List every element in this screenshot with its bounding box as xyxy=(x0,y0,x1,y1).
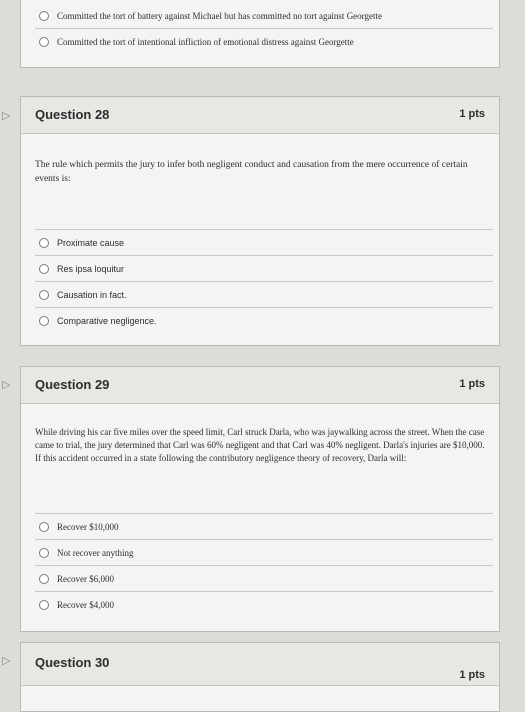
answer-option[interactable] xyxy=(35,28,493,54)
question-points: 1 pts xyxy=(459,669,485,681)
question-prompt: While driving his car five miles over the speed limit, Carl struck Darla, who was jaywalking across the street. When the case came to trial, the jury determined that Carl was 60% negligent and that Carl was 40% negligent. Darla's injuries are $10,000. If this accident occurred in a state following the contributory negligence theory of recovery, Darla will: xyxy=(35,427,485,463)
flag-icon[interactable]: ▷ xyxy=(2,378,11,391)
answer-option[interactable] xyxy=(35,565,493,591)
question-header xyxy=(21,97,499,134)
answer-list xyxy=(35,513,493,617)
flag-icon[interactable]: ▷ xyxy=(2,109,11,122)
question-points: 1 pts xyxy=(459,108,485,120)
radio-button[interactable] xyxy=(39,548,49,558)
flag-icon[interactable]: ▷ xyxy=(2,654,11,667)
radio-button[interactable] xyxy=(39,522,49,532)
answer-label: Committed the tort of intentional infliction of emotional distress against Georgette xyxy=(57,36,354,47)
answer-option[interactable] xyxy=(35,591,493,617)
answer-label: Committed the tort of battery against Michael but has committed no tort against Georgette xyxy=(57,10,383,21)
answer-list xyxy=(35,229,493,333)
answer-label: Proximate cause xyxy=(57,237,125,248)
question-title: Question 28 xyxy=(35,107,110,122)
radio-button[interactable] xyxy=(39,238,49,248)
answer-option[interactable] xyxy=(35,539,493,565)
previous-question-card xyxy=(20,0,500,68)
answer-option[interactable] xyxy=(35,3,493,28)
question-30-card xyxy=(20,642,500,712)
radio-button[interactable] xyxy=(39,600,49,610)
question-header xyxy=(21,367,499,404)
answer-label: Recover $10,000 xyxy=(57,521,119,532)
question-title: Question 30 xyxy=(35,655,110,670)
answer-label: Recover $6,000 xyxy=(57,573,114,584)
answer-label: Not recover anything xyxy=(57,547,134,558)
question-title: Question 29 xyxy=(35,377,110,392)
answer-label: Res ipsa loquitur xyxy=(57,263,125,274)
answer-option[interactable] xyxy=(35,281,493,307)
radio-button[interactable] xyxy=(39,574,49,584)
radio-button[interactable] xyxy=(39,316,49,326)
question-points: 1 pts xyxy=(459,378,485,390)
question-28-card xyxy=(20,96,500,346)
question-header xyxy=(21,643,499,686)
question-prompt: The rule which permits the jury to infer both negligent conduct and causation from the mere occurrence of certain events is: xyxy=(35,160,468,184)
answer-label: Comparative negligence. xyxy=(57,315,157,326)
previous-answer-list xyxy=(35,3,493,54)
question-29-card xyxy=(20,366,500,632)
radio-button[interactable] xyxy=(39,290,49,300)
radio-button[interactable] xyxy=(39,264,49,274)
answer-option[interactable] xyxy=(35,307,493,333)
radio-button[interactable] xyxy=(39,37,49,47)
radio-button[interactable] xyxy=(39,11,49,21)
answer-option[interactable] xyxy=(35,255,493,281)
answer-label: Causation in fact. xyxy=(57,289,127,300)
answer-label: Recover $4,000 xyxy=(57,599,114,610)
answer-option[interactable] xyxy=(35,513,493,539)
answer-option[interactable] xyxy=(35,229,493,255)
